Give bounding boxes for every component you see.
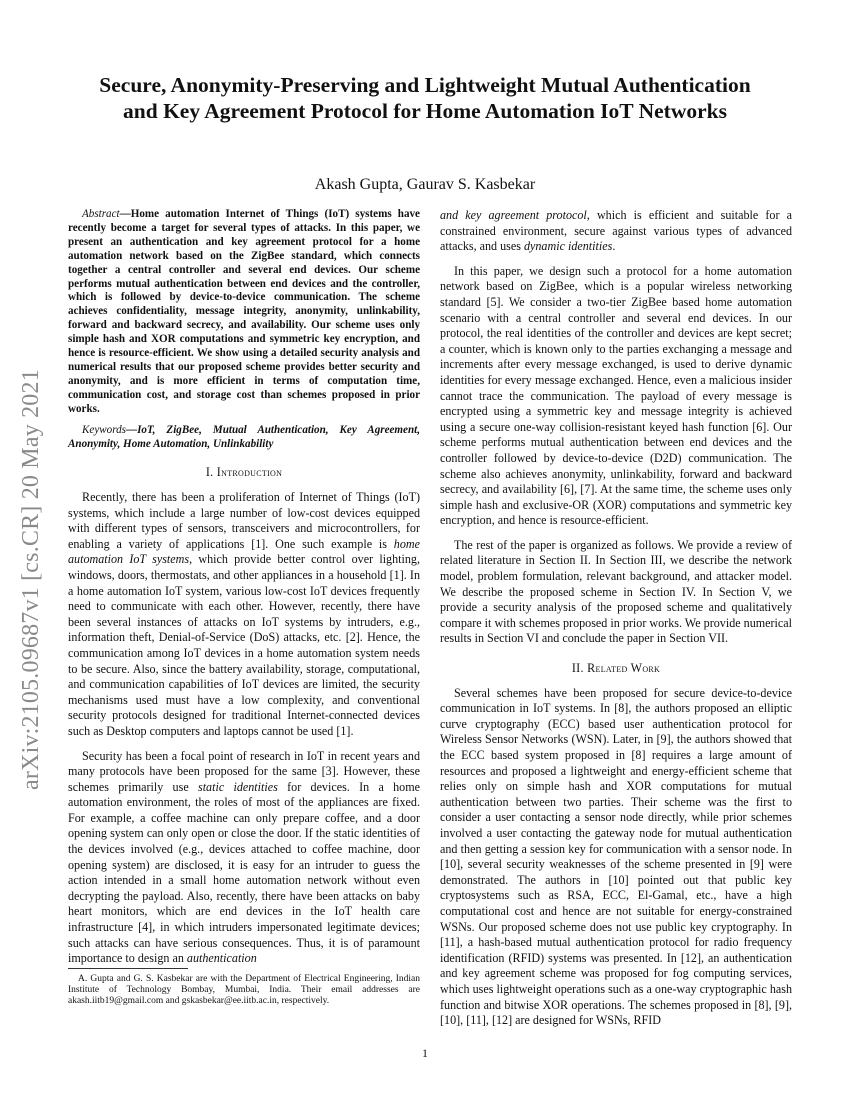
footnote-divider <box>68 968 188 969</box>
paper-title <box>40 72 810 124</box>
intro-paragraph-4: The rest of the paper is organized as follows. We provide a review of related literature in Section II. In Section III, we describe the network model, problem formulation, relevant background, and attacker model. We describe the proposed scheme in Section IV. In Section V, we provide a security analysis of the proposed scheme and qualitatively compare it with schemes proposed in prior works. We provide numerical results in Section VI and conclude the paper in Section VII. <box>440 537 792 646</box>
emphasis: authentication <box>186 951 257 966</box>
keywords <box>68 424 420 452</box>
authors: Akash Gupta, Gaurav S. Kasbekar <box>314 176 536 193</box>
footnote-text: A. Gupta and G. S. Kasbekar are with the Department of Electrical Engineering, Indian Institute of Technology Bombay, Mumbai, India. Their email addresses are akash.iitb19@gmail.com and gskasbekar@ee.iitb.ac.in, respectively. <box>68 974 420 1007</box>
emphasis: and key agreement protocol <box>440 208 587 222</box>
text: , which provide better control over lighting, windows, doors, thermostats, and other appliances in a household [1]. In a home automation IoT system, various low-cost IoT devices frequently need to communicate with each other. However, recently, there have been several instances of attacks on IoT systems by intruders, e.g., information theft, Denial-of-Service (DoS) attacks, etc. [2]. Hence, the communication among IoT devices in a home automation system needs to be secure. Also, since the battery availability, storage, computational, and communication capabilities of IoT devices are limited, the security mechanisms used must have a low complexity, and conventional security protocols designed for traditional Internet-connected devices such as Desktop computers and laptops cannot be used [1]. <box>68 552 420 738</box>
text: , which is efficient and suitable for a constrained environment, secure against various types of advanced attacks, and uses <box>440 208 792 254</box>
intro-paragraph-3: In this paper, we design such a protocol for a home automation network based on ZigBee, which is a popular wireless networking standard [5]. We consider a two-tier ZigBee based home automation scenario with a central controller and several end devices. In our protocol, the real identities of the controller and devices are kept secret; a counter, which is known only to the parties exchanging a message and increments after every message exchanged, is used to derive dynamic identities for every message exchanged. Hence, even a malicious insider cannot trace the communication. The payload of every message is encrypted using a symmetric key and message integrity is achieved using a secure one-way collision-resistant keyed hash function [6]. Our scheme performs mutual authentication between end devices and the controller followed by device-to-device (D2D) communication. The scheme also achieves anonymity, unlinkability, forward and backward secrecy, and availability [6], [7]. At the same time, the scheme uses only simple hash and exclusive-OR (XOR) computations and symmetric key encryption, and hence is resource-efficient. <box>440 263 792 528</box>
text: Recently, there has been a proliferation of Internet of Things (IoT) systems, which include a large number of low-cost devices equipped with different types of sensors, transceivers and microcontrollers, for enabling a variety of applications [1]. One such example is <box>68 490 420 551</box>
abstract-text: —Home automation Internet of Things (IoT) systems have recently become a target for several types of attacks. In this paper, we present an authentication and key agreement protocol for a home automation network based on the ZigBee standard, which connects together a central controller and several end devices. Our scheme performs mutual authentication between end devices and the controller, which is followed by device-to-device communication. The scheme achieves confidentiality, message integrity, anonymity, unlinkability, forward and backward secrecy, and availability. Our scheme uses only simple hash and XOR computations and symmetric key encryption, and hence is resource-efficient. We show using a detailed security analysis and numerical results that our proposed scheme provides better security and anonymity, and is more efficient in terms of computation time, communication cost, and storage cost than schemes proposed in prior works. <box>68 208 420 415</box>
left-column <box>68 208 420 967</box>
section-heading-related-work: II. Related Work <box>571 661 661 676</box>
title-line-2: and Key Agreement Protocol for Home Automation IoT Networks <box>123 99 727 123</box>
right-column <box>440 208 792 1029</box>
text: Security has been a focal point of research in IoT in recent years and many protocols have been proposed for the same [3]. However, these schemes primarily use <box>68 748 420 794</box>
abstract <box>68 208 420 417</box>
emphasis: dynamic identities <box>523 239 613 254</box>
keywords-label: Keywords <box>82 423 126 436</box>
abstract-label: Abstract <box>82 208 120 220</box>
emphasis: home automation IoT systems <box>68 536 420 567</box>
keywords-text: —IoT, ZigBee, Mutual Authentication, Key Agreement, Anonymity, Home Automation, Unlinkability <box>68 423 420 450</box>
title-line-1: Secure, Anonymity-Preserving and Lightweight Mutual Authentication <box>99 73 751 97</box>
emphasis: static identities <box>197 779 278 794</box>
footnote <box>68 974 420 1008</box>
page-number: 1 <box>422 1046 428 1060</box>
intro-paragraph-2 <box>68 749 420 967</box>
arxiv-stamp: arXiv:2105.09687v1 [cs.CR] 20 May 2021 <box>18 369 44 790</box>
intro-paragraph-1 <box>68 490 420 740</box>
text: . <box>612 239 616 254</box>
text: for devices. In a home automation environment, the roles of most of the appliances are fixed. For example, a coffee machine can only prepare coffee, and a door opening system can only open or close the door. If the static identities of the devices involved (e.g., devices attached to coffee machine, door opening system) are disclosed, it is easy for an intruder to guess the action intended in a small home automation network without even decrypting the payload. Also, recently, there have been attacks on baby heart monitors, which are end devices in the IoT health care infrastructure [4], in which intruders impersonated legitimate devices; such attacks can have serious consequences. Thus, it is of paramount importance to design an <box>68 779 420 966</box>
related-paragraph-1: Several schemes have been proposed for secure device-to-device communication in IoT systems. In [8], the authors proposed an elliptic curve cryptography (ECC) based user authentication protocol for Wireless Sensor Networks (WSN). Later, in [9], the authors showed that the ECC based system proposed in [8] requires a large amount of resources and proposed a lightweight and energy-efficient scheme that relies only on simple hash and XOR computations for mutual authentication between two parties. Their scheme was the first to consider a user contacting a sensor node directly, while prior schemes involved a user contacting the gateway node for mutual authentication and then getting a session key for communication with a sensor node. In [10], several security weaknesses of the scheme presented in [9] were demonstrated. The authors in [10] pointed out that public key cryptosystems such as RSA, ECC, El-Gamal, etc., have a high computational cost and hence are not suitable for energy-constrained WSNs. Our proposed scheme does not use public key cryptography. In [11], a hash-based mutual authentication protocol for radio frequency identification (RFID) systems was presented. In [12], an authentication and key agreement scheme was proposed for fog computing services, which uses lightweight operations such as a one-way cryptographic hash function and bitwise XOR operations. The schemes proposed in [8], [9], [10], [11], [12] are designed for WSNs, RFID <box>440 685 792 1028</box>
intro-paragraph-2-continued <box>440 208 792 255</box>
section-heading-introduction: I. Introduction <box>205 465 283 480</box>
